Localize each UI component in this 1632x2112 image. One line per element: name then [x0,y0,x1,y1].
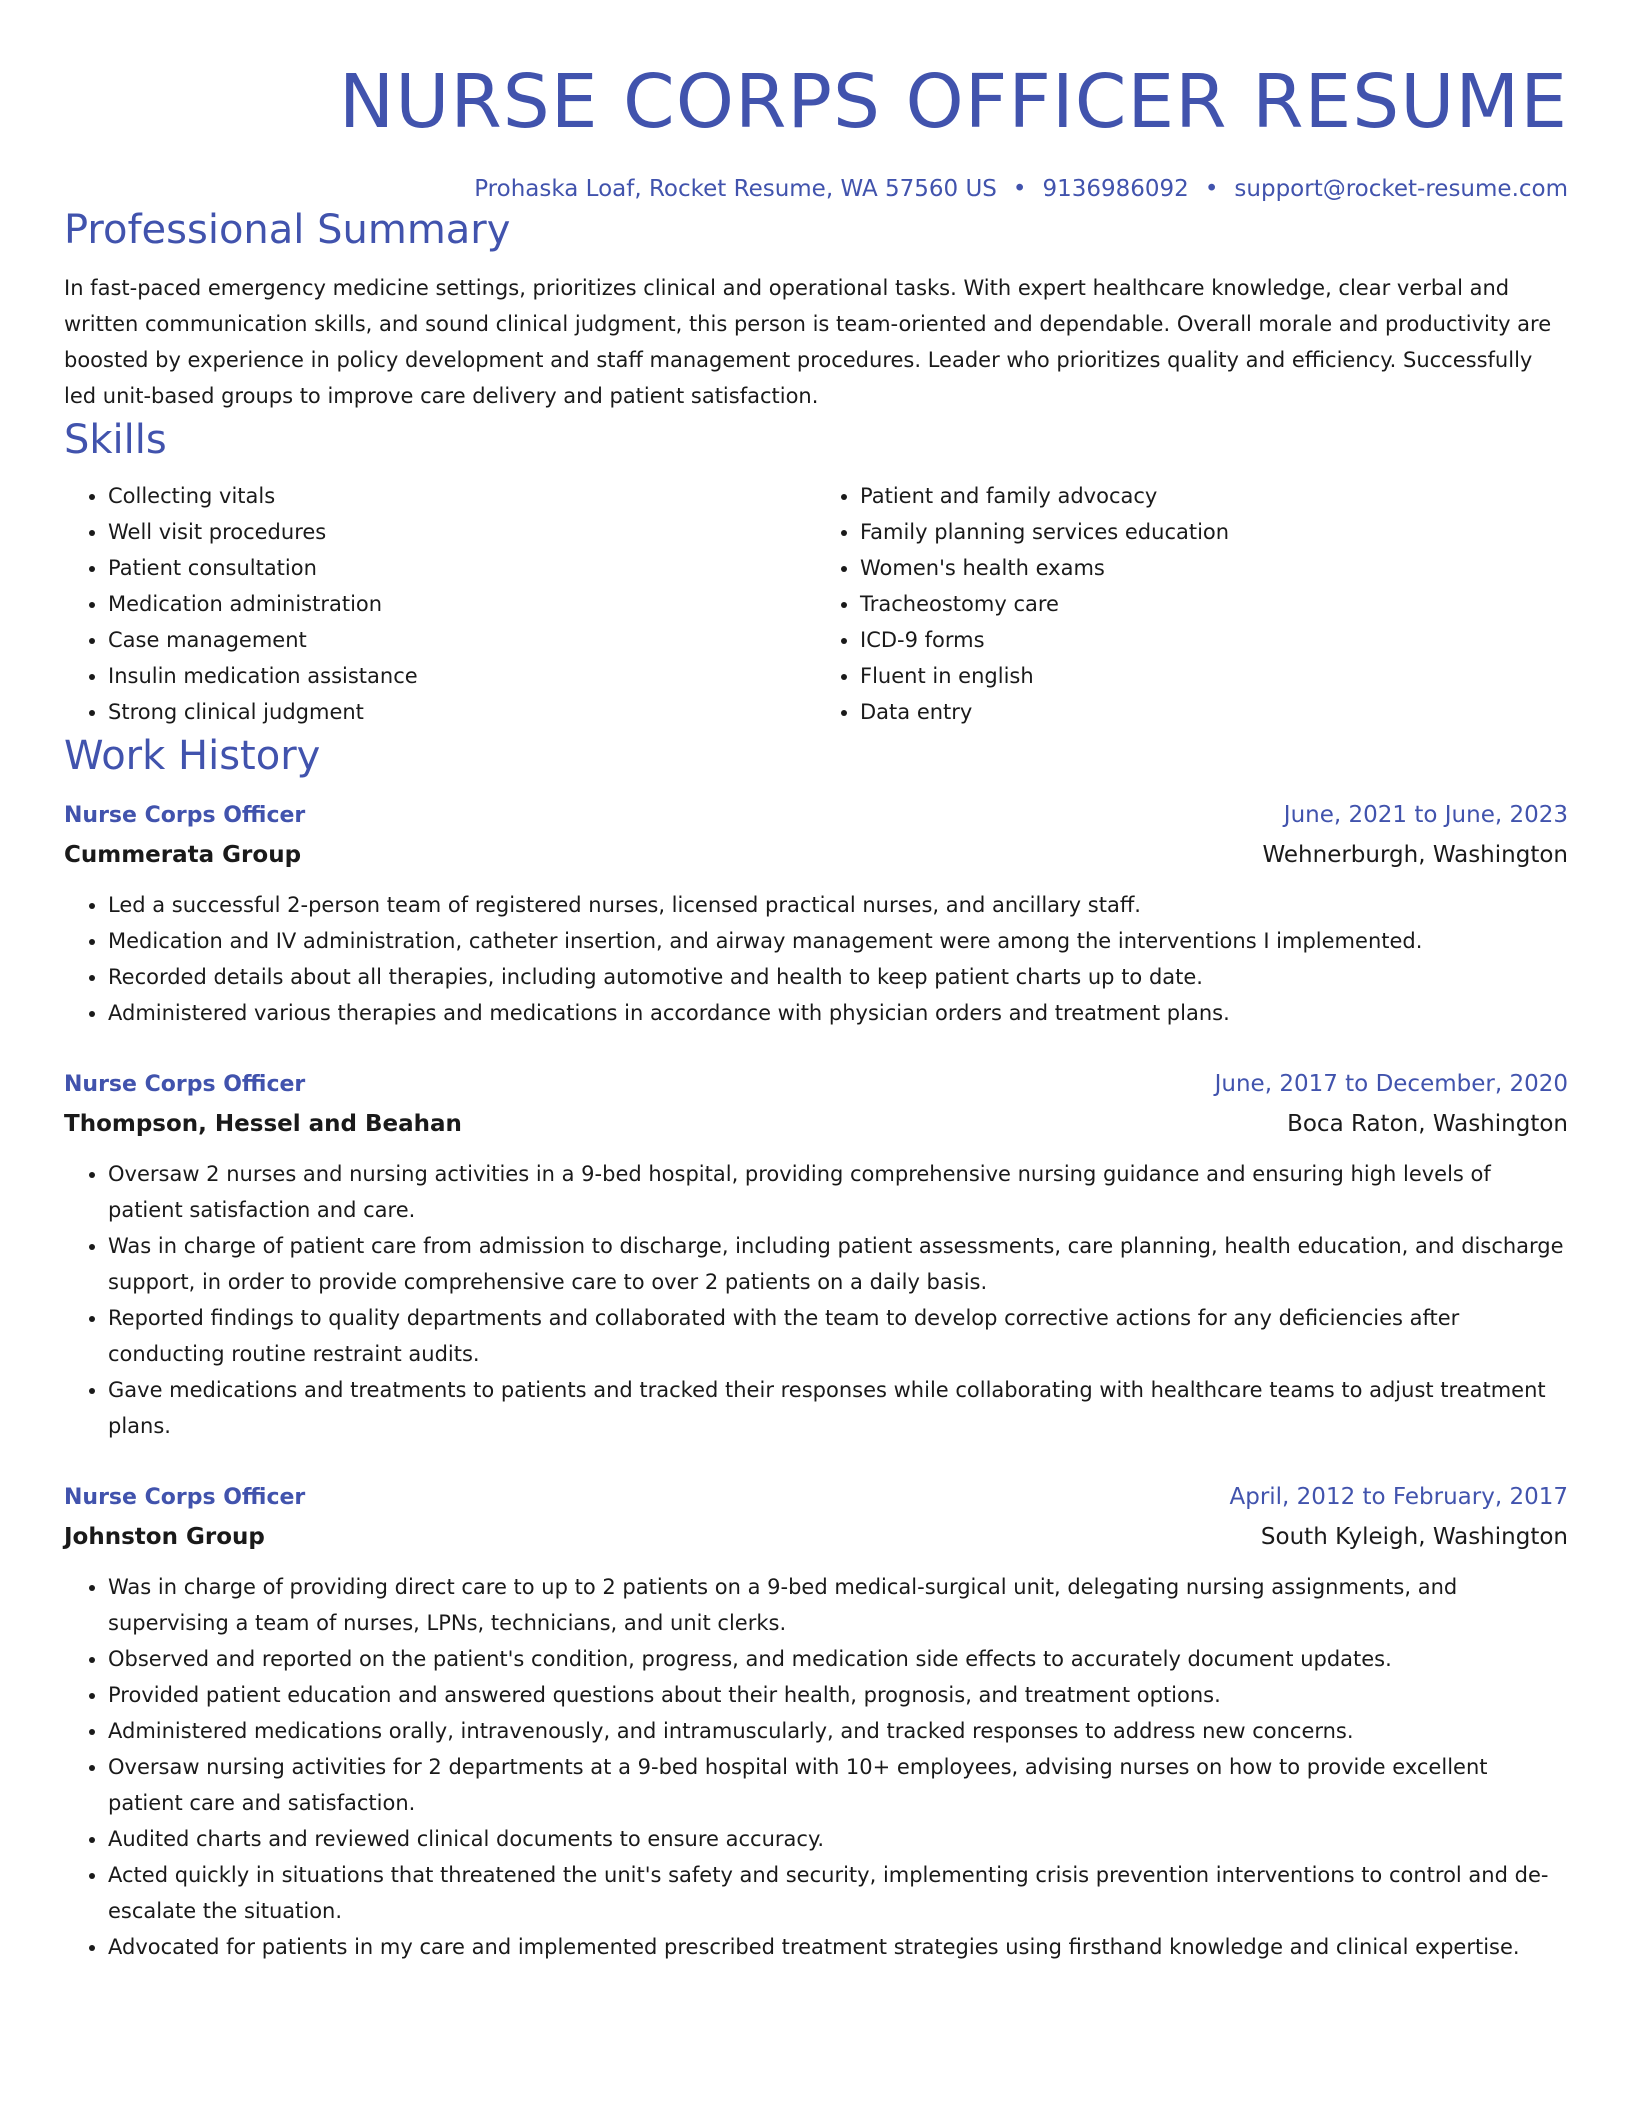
job-bullets [64,1569,1568,1965]
job-title-row [64,1478,1568,1517]
skill-item: • Tracheostomy care [860,586,1568,622]
contact-line [64,174,1568,204]
job-bullets [64,1156,1568,1444]
job-bullet: • Gave medications and treatments to patients and tracked their responses while collaborating with healthcare teams to adjust treatment plans. [108,1372,1568,1444]
skill-item: • Fluent in english [860,658,1568,694]
job-bullet: • Reported findings to quality departments and collaborated with the team to develop corrective actions for any deficiencies after conducting routine restraint audits. [108,1300,1568,1372]
job-bullet: • Was in charge of providing direct care to up to 2 patients on a 9-bed medical-surgical unit, delegating nursing assignments, and supervising a team of nurses, LPNs, technicians, and unit clerks. [108,1569,1568,1641]
skill-item: • Medication administration [108,586,816,622]
job-title: Nurse Corps Officer [64,803,306,828]
skills-columns [64,478,1568,730]
contact-phone: 9136986092 [1042,176,1189,202]
job-company: Johnston Group [64,1524,265,1550]
job-location: South Kyleigh, Washington [1260,1524,1568,1550]
job-company-row [64,1517,1568,1557]
contact-address: Prohaska Loaf, Rocket Resume, WA 57560 US [474,176,997,202]
job-bullet: • Oversaw 2 nurses and nursing activities in a 9-bed hospital, providing comprehensive nursing guidance and ensuring high levels of patient satisfaction and care. [108,1156,1568,1228]
job-bullet: • Administered various therapies and medications in accordance with physician orders and treatment plans. [108,995,1568,1031]
skill-item: • Patient consultation [108,550,816,586]
section-title-work-history: Work History [64,733,321,779]
section-title-summary: Professional Summary [64,207,511,253]
skill-item: • Patient and family advocacy [860,478,1568,514]
job-title-row [64,796,1568,835]
job-bullet: • Oversaw nursing activities for 2 departments at a 9-bed hospital with 10+ employees, advising nurses on how to provide excellent patient care and satisfaction. [108,1749,1568,1821]
contact-email: support@rocket-resume.com [1234,176,1568,202]
job-bullet: • Medication and IV administration, catheter insertion, and airway management were among the interventions I implemented. [108,923,1568,959]
job-bullet: • Observed and reported on the patient's condition, progress, and medication side effects to accurately document updates. [108,1641,1568,1677]
job-bullet: • Was in charge of patient care from admission to discharge, including patient assessments, care planning, health education, and discharge support, in order to provide comprehensive care to over 2 patients on a daily basis. [108,1228,1568,1300]
job-company: Cummerata Group [64,842,302,868]
job-bullet: • Provided patient education and answered questions about their health, prognosis, and treatment options. [108,1677,1568,1713]
job-bullet: • Acted quickly in situations that threatened the unit's safety and security, implementing crisis prevention interventions to control and de-escalate the situation. [108,1857,1568,1929]
job-location: Boca Raton, Washington [1287,1111,1568,1137]
skills-list-right [816,478,1568,730]
job-bullets [64,887,1568,1031]
resume-title: NURSE CORPS OFFICER RESUME [338,59,1568,145]
skill-item: • Case management [108,622,816,658]
skill-item: • ICD-9 forms [860,622,1568,658]
skills-section [64,414,1568,730]
job-bullet: • Administered medications orally, intravenously, and intramuscularly, and tracked responses to address new concerns. [108,1713,1568,1749]
summary-text: In fast-paced emergency medicine settings, prioritizes clinical and operational tasks. With expert healthcare knowledge, clear verbal and written communication skills, and sound clinical judgment, this person is team-oriented and dependable. Overall morale and productivity are boosted by experience in policy development and staff management procedures. Leader who prioritizes quality and efficiency. Successfully led unit-based groups to improve care delivery and patient satisfaction. [64,276,1552,408]
job-entry [64,796,1568,1031]
job-entry [64,1065,1568,1444]
job-company-row [64,1104,1568,1144]
skill-item: • Women's health exams [860,550,1568,586]
job-company-row [64,835,1568,875]
contact-separator: • [1204,176,1219,202]
job-bullet: • Led a successful 2-person team of registered nurses, licensed practical nurses, and ancillary staff. [108,887,1568,923]
job-company: Thompson, Hessel and Beahan [64,1111,462,1137]
skill-item: • Data entry [860,694,1568,730]
contact-separator: • [1012,176,1027,202]
section-title-skills: Skills [64,417,167,463]
skill-item: • Well visit procedures [108,514,816,550]
job-bullet: • Audited charts and reviewed clinical documents to ensure accuracy. [108,1821,1568,1857]
job-location: Wehnerburgh, Washington [1262,842,1568,868]
job-dates: June, 2017 to December, 2020 [1214,1071,1568,1097]
skill-item: • Family planning services education [860,514,1568,550]
job-title: Nurse Corps Officer [64,1072,306,1097]
job-bullet: • Advocated for patients in my care and implemented prescribed treatment strategies using firsthand knowledge and clinical expertise. [108,1929,1568,1965]
professional-summary-section [64,204,1568,414]
skill-item: • Strong clinical judgment [108,694,816,730]
skill-item: • Collecting vitals [108,478,816,514]
job-bullet: • Recorded details about all therapies, including automotive and health to keep patient charts up to date. [108,959,1568,995]
job-dates: April, 2012 to February, 2017 [1229,1484,1568,1510]
job-dates: June, 2021 to June, 2023 [1283,802,1568,828]
job-title-row [64,1065,1568,1104]
job-title: Nurse Corps Officer [64,1485,306,1510]
skill-item: • Insulin medication assistance [108,658,816,694]
resume-header [64,0,1568,204]
job-entry [64,1478,1568,1965]
skills-list-left [64,478,816,730]
work-history-section [64,730,1568,1965]
